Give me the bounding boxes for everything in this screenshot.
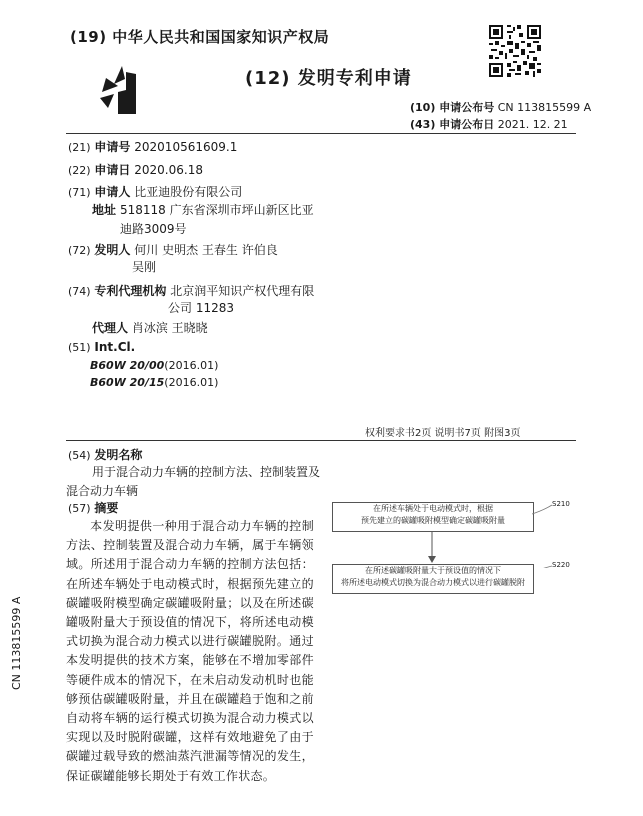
- publication-number: [410, 99, 591, 115]
- qr-code-icon: [489, 25, 541, 77]
- cnipa-logo-icon: [96, 64, 148, 116]
- ipc-class-2: B60W 20/15(2016.01): [90, 376, 219, 389]
- address-line-2: 迪路3009号: [120, 222, 187, 236]
- abstract-heading: (57) 摘要: [68, 501, 119, 515]
- side-publication-number: CN 113815599 A: [10, 596, 23, 690]
- invention-title-heading: (54) 发明名称: [68, 448, 143, 462]
- address-label: 地址: [92, 203, 117, 217]
- office-name: (19) 中华人民共和国国家知识产权局: [70, 28, 330, 46]
- flowchart-s210-line-2: 预先建立的碳罐吸附模型确定碳罐吸附量: [361, 516, 505, 525]
- flowchart-step-s220: [332, 564, 534, 594]
- invention-title-line-1: 用于混合动力车辆的控制方法、控制装置及: [92, 465, 321, 479]
- flowchart-s210-line-1: 在所述车辆处于电动模式时，根据: [373, 504, 493, 513]
- inventors-line-2: 吴刚: [132, 260, 157, 274]
- invention-title-line-2: 混合动力车辆: [66, 484, 139, 498]
- inventors: (72) 发明人 何川 史明杰 王春生 许伯良: [68, 243, 278, 257]
- patent-agency-line-2: 公司 11283: [168, 301, 234, 315]
- publication-number-value: CN 113815599 A: [497, 101, 592, 114]
- publication-date: [410, 116, 568, 132]
- flowchart-step-s210: [332, 502, 534, 532]
- flowchart-s220-line-2: 将所述电动模式切换为混合动力模式以进行碳罐脱附: [341, 578, 525, 587]
- flowchart-label-s210: S210: [552, 500, 570, 508]
- ipc-class-1: B60W 20/00(2016.01): [90, 359, 219, 372]
- publication-number-label: (10) 申请公布号: [410, 101, 495, 114]
- applicant: (71) 申请人 比亚迪股份有限公司: [68, 185, 243, 199]
- address-line-1: 518118 广东省深圳市坪山新区比亚: [120, 203, 314, 217]
- publication-date-value: 2021. 12. 21: [497, 118, 568, 131]
- abstract-body: [66, 517, 314, 786]
- abstract-text: 本发明提供一种用于混合动力车辆的控制方法、控制装置及混合动力车辆，属于车辆领域。所述用于混合动力车辆的控制方法包括：在所述车辆处于电动模式时，根据预先建立的碳罐吸附模型确定碳罐吸附量；以及在所述碳罐吸附量大于预设值的情况下，将所述电动模式切换为混合动力模式以进行碳罐脱附。通过本发明提供的技术方案，能够在不增加零部件等硬件成本的情况下，在未启动发动机时也能够预估碳罐吸附量，并且在碳罐趋于饱和之前自动将车辆的运行模式切换为混合动力模式以实现以及时脱附碳罐，这样有效地避免了由于碳罐过载导致的燃油蒸汽泄漏等情况的发生，保证碳罐能够长期处于有效工作状态。: [66, 519, 314, 783]
- flowchart-s220-line-1: 在所述碳罐吸附量大于预设值的情况下: [365, 566, 501, 575]
- agents: 代理人 肖冰滨 王晓晓: [92, 321, 208, 335]
- int-cl: (51) Int.Cl.: [68, 340, 136, 354]
- publication-date-label: (43) 申请公布日: [410, 118, 495, 131]
- application-date: (22) 申请日 2020.06.18: [68, 163, 203, 177]
- section-divider: [66, 440, 576, 441]
- header-divider: [66, 133, 576, 134]
- application-number: (21) 申请号 202010561609.1: [68, 140, 238, 154]
- flowchart-leader-lines: [532, 500, 554, 568]
- page-count-info: 权利要求书2页 说明书7页 附图3页: [365, 428, 521, 439]
- document-type-title: (12) 发明专利申请: [245, 68, 412, 89]
- patent-agency: (74) 专利代理机构 北京润平知识产权代理有限: [68, 284, 315, 298]
- flowchart-arrow-icon: [425, 531, 439, 563]
- flowchart-label-s220: S220: [552, 561, 570, 569]
